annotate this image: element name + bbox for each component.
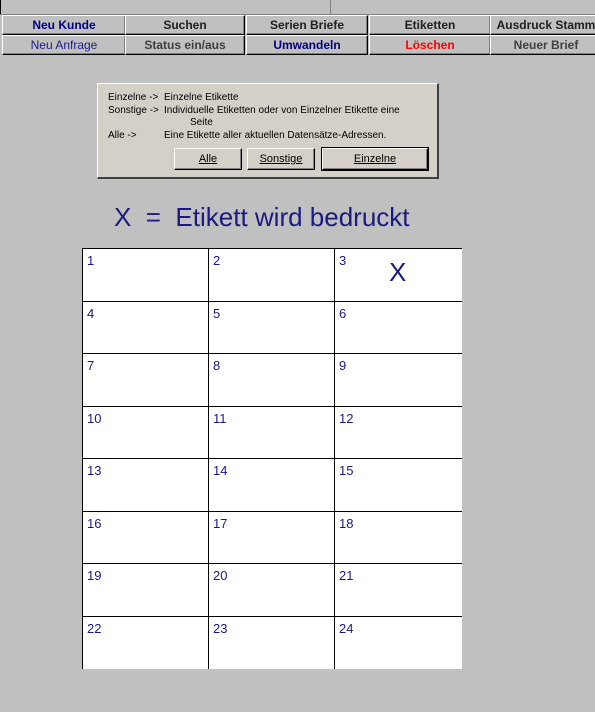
r1-button-5[interactable]: Ausdruck Stamm (490, 15, 595, 35)
label-cell[interactable] (335, 407, 462, 460)
label-cell[interactable] (209, 564, 335, 617)
label-number: 10 (87, 410, 102, 426)
alle-button-label: Alle (198, 153, 218, 165)
divider (0, 0, 1, 14)
dialog-line1-key: Einzelne -> (108, 92, 159, 103)
label-number: 21 (339, 568, 354, 583)
label-cell[interactable] (335, 354, 462, 407)
r2-button-1[interactable]: Neu Anfrage (2, 35, 126, 55)
label-grid (82, 248, 462, 669)
label-cell[interactable] (209, 249, 335, 302)
dialog-line2-cont: Seite (190, 117, 213, 128)
einzelne-button[interactable] (322, 148, 428, 170)
alle-button[interactable] (174, 148, 242, 170)
dialog-line2-key: Sonstige -> (108, 105, 159, 116)
label-number: 6 (339, 305, 347, 321)
label-number: 17 (213, 515, 228, 531)
label-number: 4 (87, 305, 95, 321)
dialog-line2-text: Individuelle Etiketten oder von Einzelner Etikette eine (164, 105, 400, 116)
label-cell[interactable] (335, 249, 462, 302)
label-cell[interactable] (83, 249, 209, 302)
r2-button-4[interactable]: Löschen (369, 35, 491, 55)
label-cell[interactable] (83, 302, 209, 355)
dialog-line1-text: Einzelne Etikette (164, 92, 239, 103)
label-cell[interactable] (209, 617, 335, 670)
dialog-line3-key: Alle -> (108, 130, 137, 141)
label-number: 14 (213, 463, 228, 478)
sonstige-button-label: Sonstige (259, 153, 303, 165)
label-number: 19 (87, 568, 102, 583)
label-cell[interactable] (209, 512, 335, 565)
r1-button-4[interactable]: Etiketten (369, 15, 491, 35)
label-cell[interactable] (83, 407, 209, 460)
label-cell[interactable] (83, 512, 209, 565)
r2-button-5[interactable]: Neuer Brief (490, 35, 595, 55)
dialog-line3-text: Eine Etikette aller aktuellen Datensätze-Adressen. (164, 130, 387, 141)
window-title-bar (0, 0, 595, 15)
label-number: 5 (213, 305, 221, 321)
label-number: 7 (87, 358, 95, 373)
label-number: 20 (213, 568, 228, 583)
label-cell[interactable] (335, 459, 462, 512)
label-number: 18 (339, 515, 354, 531)
label-cell[interactable] (83, 617, 209, 670)
label-number: 2 (213, 253, 221, 268)
label-number: 3 (339, 253, 347, 268)
label-cell[interactable] (83, 564, 209, 617)
label-number: 15 (339, 463, 354, 478)
label-number: 11 (213, 410, 227, 426)
label-number: 8 (213, 358, 221, 373)
r2-button-3[interactable]: Umwandeln (246, 35, 368, 55)
r1-button-1[interactable]: Neu Kunde (2, 15, 126, 35)
divider (330, 0, 331, 14)
label-cell[interactable] (209, 354, 335, 407)
sonstige-button[interactable] (247, 148, 315, 170)
label-cell[interactable] (209, 302, 335, 355)
label-cell[interactable] (209, 407, 335, 460)
label-number: 23 (213, 620, 228, 636)
label-number: 22 (87, 620, 102, 636)
label-number: 24 (339, 620, 354, 636)
label-number: 13 (87, 463, 102, 478)
toolbar-row-1 (0, 15, 595, 35)
label-cell[interactable] (83, 459, 209, 512)
label-cell[interactable] (335, 564, 462, 617)
label-number: 9 (339, 358, 347, 373)
r1-button-2[interactable]: Suchen (125, 15, 245, 35)
label-cell[interactable] (209, 459, 335, 512)
legend-text: X = Etikett wird bedruckt (114, 202, 410, 232)
label-cell[interactable] (335, 617, 462, 670)
label-number: 12 (339, 410, 354, 426)
einzelne-button-label: Einzelne (353, 153, 397, 165)
label-number: 1 (87, 253, 95, 268)
label-cell[interactable] (335, 512, 462, 565)
print-mark: X (389, 257, 407, 287)
label-number: 16 (87, 515, 102, 531)
label-print-dialog (97, 83, 439, 179)
label-cell[interactable] (335, 302, 462, 355)
label-cell[interactable] (83, 354, 209, 407)
r2-button-2[interactable]: Status ein/aus (125, 35, 245, 55)
r1-button-3[interactable]: Serien Briefe (246, 15, 368, 35)
toolbar-row-2 (0, 35, 595, 55)
